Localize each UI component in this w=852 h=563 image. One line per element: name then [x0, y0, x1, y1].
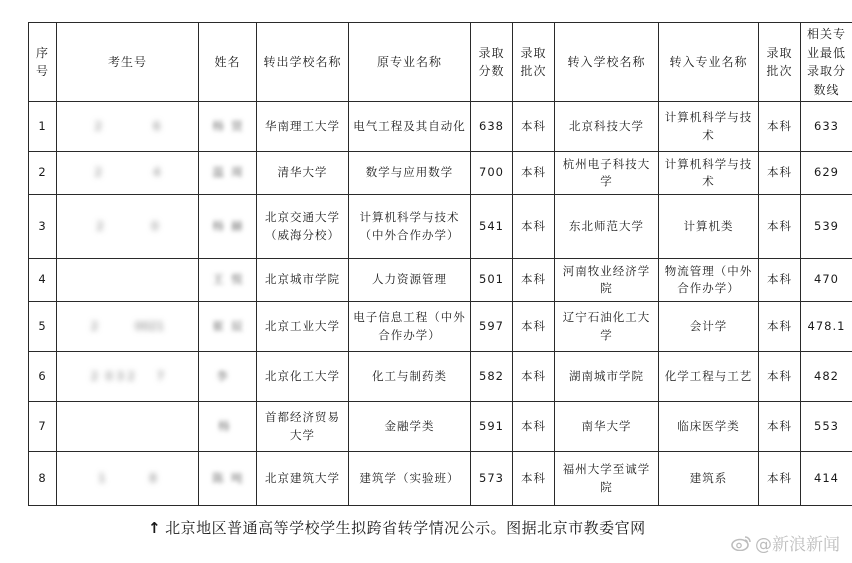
cell-to-batch [759, 302, 801, 352]
cell-min-score-text: 478.1 [807, 318, 846, 333]
cell-exam-no-text [102, 271, 153, 289]
cell-to-batch-text: 本科 [767, 368, 792, 383]
cell-to-school-text: 东北师范大学 [569, 218, 644, 233]
transfer-table-sheet [28, 22, 846, 506]
cell-to-batch-text: 本科 [767, 470, 792, 485]
cell-name [199, 302, 257, 352]
cell-from-school [257, 302, 349, 352]
cell-orig-major-text: 数学与应用数学 [365, 165, 454, 180]
cell-to-school [555, 102, 659, 152]
cell-to-school [555, 402, 659, 452]
cell-score [471, 152, 513, 195]
cell-to-batch-text: 本科 [767, 418, 792, 433]
cell-to-major-text: 化学工程与工艺 [664, 368, 753, 383]
cell-name-text: 李 [216, 368, 239, 383]
table-row [29, 102, 852, 152]
cell-batch-text: 本科 [521, 165, 546, 180]
cell-batch-text: 本科 [521, 118, 546, 133]
cell-batch-text: 本科 [521, 318, 546, 333]
cell-from-school [257, 152, 349, 195]
cell-seq [29, 402, 57, 452]
cell-to-major [659, 352, 759, 402]
cell-score [471, 259, 513, 302]
cell-min-score-text: 539 [814, 218, 839, 233]
cell-seq-text: 1 [38, 118, 47, 133]
cell-seq [29, 302, 57, 352]
cell-to-batch [759, 102, 801, 152]
cell-batch [513, 195, 555, 259]
cell-score-text: 501 [479, 272, 504, 287]
cell-orig-major [349, 259, 471, 302]
cell-seq [29, 259, 57, 302]
cell-exam-no [57, 302, 199, 352]
cell-min-score [801, 452, 852, 506]
cell-name-text: 王 悦 [212, 272, 243, 287]
cell-batch [513, 102, 555, 152]
cell-from-school [257, 402, 349, 452]
cell-name [199, 259, 257, 302]
cell-exam-no-text: 2 4 [94, 165, 161, 180]
cell-orig-major [349, 195, 471, 259]
cell-from-school-text: 北京化工大学 [265, 368, 340, 383]
transfer-table [28, 22, 852, 506]
cell-to-major [659, 259, 759, 302]
cell-to-major-text: 建筑系 [689, 470, 728, 485]
table-row [29, 195, 852, 259]
cell-name-text: 温 周 [212, 165, 243, 180]
cell-score-text: 573 [479, 470, 504, 485]
cell-orig-major [349, 402, 471, 452]
cell-batch-text: 本科 [521, 418, 546, 433]
cell-to-school [555, 195, 659, 259]
cell-min-score [801, 259, 852, 302]
cell-to-major [659, 452, 759, 506]
cell-name [199, 452, 257, 506]
cell-min-score [801, 402, 852, 452]
cell-to-batch-text: 本科 [767, 318, 792, 333]
cell-name-text: 崔 辰 [212, 318, 243, 333]
cell-orig-major-text: 建筑学（实验班） [359, 470, 460, 485]
cell-to-school [555, 152, 659, 195]
cell-min-score-text: 633 [814, 118, 839, 133]
cell-score [471, 195, 513, 259]
cell-score [471, 102, 513, 152]
cell-orig-major-text: 电子信息工程（中外合作办学） [353, 310, 466, 342]
cell-to-school [555, 302, 659, 352]
cell-from-school [257, 352, 349, 402]
cell-to-batch-text: 本科 [767, 272, 792, 287]
cell-orig-major [349, 352, 471, 402]
cell-seq [29, 102, 57, 152]
cell-name-text: 杨 [218, 418, 237, 433]
cell-to-batch-text: 本科 [767, 118, 792, 133]
cell-batch-text: 本科 [521, 272, 546, 287]
cell-seq-text: 7 [38, 418, 47, 433]
col-header-from-school: 转出学校名称 [257, 23, 349, 102]
cell-to-school-text: 福州大学至诚学院 [562, 462, 651, 494]
cell-from-school [257, 195, 349, 259]
cell-name [199, 102, 257, 152]
cell-name-text: 杨 赫 [212, 218, 243, 233]
cell-batch [513, 352, 555, 402]
cell-to-major [659, 152, 759, 195]
cell-to-major [659, 402, 759, 452]
col-header-exam-no: 考生号 [57, 23, 199, 102]
cell-orig-major [349, 152, 471, 195]
cell-to-school-text: 北京科技大学 [569, 118, 644, 133]
cell-from-school-text: 北京城市学院 [265, 272, 340, 287]
cell-exam-no-text: 2 6 [94, 118, 161, 133]
cell-to-batch [759, 152, 801, 195]
cell-batch [513, 302, 555, 352]
cell-min-score [801, 152, 852, 195]
table-row [29, 352, 852, 402]
cell-score [471, 402, 513, 452]
col-header-to-batch: 录取批次 [759, 23, 801, 102]
cell-to-batch [759, 259, 801, 302]
cell-to-school-text: 杭州电子科技大学 [562, 156, 651, 189]
cell-to-school [555, 452, 659, 506]
cell-to-batch [759, 402, 801, 452]
cell-to-major-text: 物流管理（中外合作办学） [664, 263, 753, 296]
col-header-orig-major: 原专业名称 [349, 23, 471, 102]
cell-to-school [555, 259, 659, 302]
cell-min-score-text: 629 [814, 165, 839, 180]
col-header-name: 姓名 [199, 23, 257, 102]
up-arrow-icon: ↑ [148, 519, 162, 537]
cell-batch [513, 152, 555, 195]
table-header-row [29, 23, 852, 102]
cell-from-school [257, 452, 349, 506]
cell-orig-major-text: 金融学类 [384, 418, 435, 433]
table-body [29, 102, 852, 506]
cell-from-school-text: 北京交通大学（威海分校） [265, 210, 340, 242]
cell-from-school-text: 北京建筑大学 [265, 470, 340, 485]
table-row [29, 152, 852, 195]
cell-batch-text: 本科 [521, 368, 546, 383]
cell-from-school-text: 华南理工大学 [265, 118, 340, 133]
cell-to-school [555, 352, 659, 402]
cell-seq-text: 3 [38, 218, 47, 233]
cell-to-batch-text: 本科 [767, 218, 792, 233]
image-caption [148, 517, 646, 538]
caption-text: 北京地区普通高等学校学生拟跨省转学情况公示。图据北京市教委官网 [165, 519, 646, 537]
cell-min-score [801, 302, 852, 352]
cell-score-text: 541 [479, 218, 504, 233]
cell-seq [29, 352, 57, 402]
col-header-batch: 录取批次 [513, 23, 555, 102]
cell-orig-major-text: 化工与制药类 [372, 368, 447, 383]
cell-from-school [257, 259, 349, 302]
cell-score-text: 597 [479, 318, 504, 333]
cell-batch-text: 本科 [521, 218, 546, 233]
cell-orig-major [349, 452, 471, 506]
cell-min-score-text: 482 [814, 368, 839, 383]
cell-min-score-text: 553 [814, 418, 839, 433]
cell-from-school-text: 清华大学 [277, 165, 328, 180]
cell-to-major-text: 计算机类 [683, 218, 734, 233]
cell-exam-no [57, 352, 199, 402]
cell-name [199, 152, 257, 195]
table-row [29, 302, 852, 352]
watermark-text: @新浪新闻 [755, 535, 840, 555]
cell-orig-major-text: 计算机科学与技术（中外合作办学） [359, 210, 460, 242]
weibo-logo-icon [731, 535, 751, 556]
cell-to-batch [759, 452, 801, 506]
cell-score-text: 582 [479, 368, 504, 383]
cell-to-school-text: 南华大学 [581, 418, 632, 433]
cell-to-school-text: 河南牧业经济学院 [562, 263, 651, 296]
cell-seq-text: 8 [38, 470, 47, 485]
cell-score-text: 700 [479, 165, 504, 180]
cell-name [199, 402, 257, 452]
cell-to-major-text: 计算机科学与技术 [664, 110, 753, 142]
cell-batch-text: 本科 [521, 470, 546, 485]
cell-to-major-text: 计算机科学与技术 [664, 156, 753, 189]
cell-from-school-text: 北京工业大学 [265, 318, 340, 333]
cell-name-text: 杨 贤 [212, 118, 243, 133]
cell-seq-text: 6 [38, 368, 47, 383]
cell-score [471, 352, 513, 402]
cell-exam-no-text: 2 0 3 2 7 [90, 368, 165, 383]
cell-batch [513, 452, 555, 506]
cell-to-school-text: 湖南城市学院 [569, 368, 644, 383]
cell-exam-no [57, 195, 199, 259]
cell-min-score [801, 102, 852, 152]
cell-to-major [659, 302, 759, 352]
cell-name [199, 195, 257, 259]
cell-seq [29, 452, 57, 506]
watermark [731, 530, 840, 556]
col-header-min-score: 相关专业最低录取分数线 [801, 23, 852, 102]
cell-to-major [659, 102, 759, 152]
col-header-seq: 序号 [29, 23, 57, 102]
cell-to-major-text: 会计学 [689, 318, 728, 333]
cell-to-school-text: 辽宁石油化工大学 [562, 310, 651, 342]
cell-score-text: 638 [479, 118, 504, 133]
cell-orig-major-text: 人力资源管理 [372, 272, 447, 287]
cell-score-text: 591 [479, 418, 504, 433]
cell-batch [513, 259, 555, 302]
cell-exam-no [57, 402, 199, 452]
cell-exam-no-text: 2 0 [96, 218, 159, 233]
cell-min-score-text: 470 [814, 272, 839, 287]
table-row [29, 402, 852, 452]
cell-from-school-text: 首都经济贸易大学 [265, 410, 340, 442]
cell-orig-major-text: 电气工程及其自动化 [353, 118, 466, 133]
table-row [29, 452, 852, 506]
cell-from-school [257, 102, 349, 152]
cell-to-batch [759, 195, 801, 259]
cell-min-score [801, 352, 852, 402]
cell-seq-text: 4 [38, 272, 47, 287]
table-row [29, 259, 852, 302]
cell-exam-no [57, 452, 199, 506]
cell-min-score [801, 195, 852, 259]
col-header-score: 录取分数 [471, 23, 513, 102]
cell-to-batch-text: 本科 [767, 165, 792, 180]
cell-name [199, 352, 257, 402]
cell-seq-text: 5 [38, 318, 47, 333]
cell-min-score-text: 414 [814, 470, 839, 485]
cell-batch [513, 402, 555, 452]
col-header-to-school: 转入学校名称 [555, 23, 659, 102]
cell-score [471, 302, 513, 352]
cell-seq-text: 2 [38, 165, 47, 180]
cell-name-text: 陈 吨 [212, 470, 243, 485]
cell-to-major-text: 临床医学类 [677, 418, 740, 433]
cell-to-major [659, 195, 759, 259]
cell-seq [29, 195, 57, 259]
cell-orig-major [349, 302, 471, 352]
cell-exam-no-text [102, 418, 153, 436]
cell-exam-no [57, 152, 199, 195]
cell-exam-no-text: 2 0021 [90, 318, 165, 333]
cell-to-batch [759, 352, 801, 402]
cell-exam-no [57, 259, 199, 302]
col-header-to-major: 转入专业名称 [659, 23, 759, 102]
cell-exam-no-text: 1 8 [98, 470, 157, 485]
cell-exam-no [57, 102, 199, 152]
cell-score [471, 452, 513, 506]
cell-seq [29, 152, 57, 195]
cell-orig-major [349, 102, 471, 152]
